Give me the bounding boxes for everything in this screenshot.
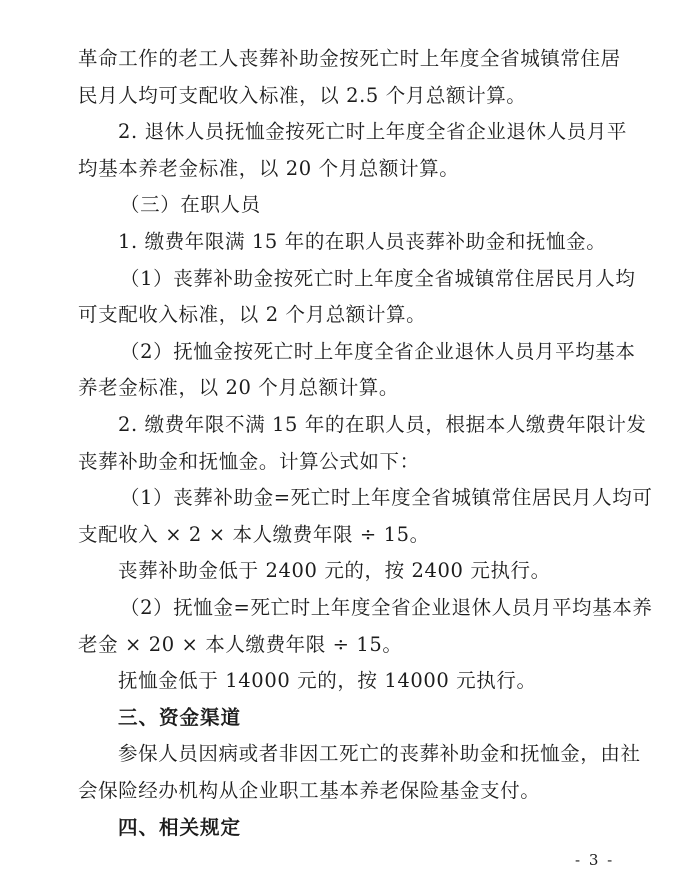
paragraph-line-10: 养老金标准，以 20 个月总额计算。 [78,376,400,400]
paragraph-line-15: 丧葬补助金低于 2400 元的，按 2400 元执行。 [118,559,551,583]
paragraph-line-8: 可支配收入标准，以 2 个月总额计算。 [78,303,427,327]
paragraph-line-2: 民月人均可支配收入标准，以 2.5 个月总额计算。 [78,83,527,107]
paragraph-line-9: （2）抚恤金按死亡时上年度全省企业退休人员月平均基本 [120,339,636,363]
paragraph-line-1: 革命工作的老工人丧葬补助金按死亡时上年度全省城镇常住居 [78,47,621,70]
paragraph-line-4: 均基本养老金标准，以 20 个月总额计算。 [78,156,460,180]
paragraph-line-7: （1）丧葬补助金按死亡时上年度全省城镇常住居民月人均 [120,266,636,290]
paragraph-line-11: 2. 缴费年限不满 15 年的在职人员，根据本人缴费年限计发 [118,413,647,436]
section-subheading: （三）在职人员 [120,193,261,217]
paragraph-line-21: 会保险经办机构从企业职工基本养老保险基金支付。 [78,779,541,802]
page-number: - 3 - [575,851,615,869]
paragraph-line-13: （1）丧葬补助金=死亡时上年度全省城镇常住居民月人均可 [120,486,653,510]
paragraph-line-6: 1. 缴费年限满 15 年的在职人员丧葬补助金和抚恤金。 [118,230,607,253]
paragraph-line-12: 丧葬补助金和抚恤金。计算公式如下： [78,449,420,473]
paragraph-line-17: 老金 × 20 × 本人缴费年限 ÷ 15。 [78,632,403,656]
section-heading-regulations: 四、相关规定 [118,815,242,839]
paragraph-line-18: 抚恤金低于 14000 元的，按 14000 元执行。 [118,669,537,693]
paragraph-line-14: 支配收入 × 2 × 本人缴费年限 ÷ 15。 [78,522,430,546]
paragraph-line-3: 2. 退休人员抚恤金按死亡时上年度全省企业退休人员月平 [118,120,628,144]
paragraph-line-16: （2）抚恤金=死亡时上年度全省企业退休人员月平均基本养 [120,596,653,619]
section-heading-funding: 三、资金渠道 [118,705,242,729]
paragraph-line-20: 参保人员因病或者非因工死亡的丧葬补助金和抚恤金，由社 [118,742,641,766]
